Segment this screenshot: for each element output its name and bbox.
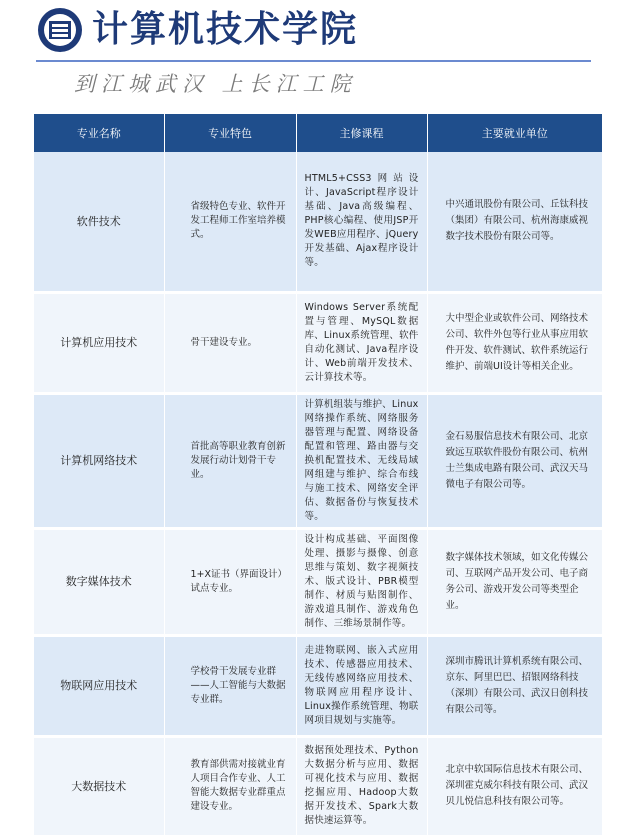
table-row (34, 292, 602, 393)
major-name: 计算机应用技术 (34, 292, 164, 393)
table-row (34, 528, 602, 635)
page-title: 计算机技术学院 (92, 9, 359, 50)
major-courses: HTML5+CSS3网站设计、JavaScript程序设计基础、Java高级编程、PHP核心编程、使用JSP开发WEB应用程序、jQuery开发基础、Ajax程序设计等。 (296, 152, 427, 292)
column-header-employers: 主要就业单位 (427, 114, 602, 152)
major-employers: 中兴通讯股份有限公司、丘钛科技（集团）有限公司、杭州海康威视数字技术股份有限公司等。 (427, 152, 602, 292)
major-courses: 数据预处理技术、Python大数据分析与应用、数据可视化技术与应用、数据挖掘应用、Hadoop大数据开发技术、Spark大数据快速运算等。 (296, 736, 427, 836)
major-courses: Windows Server系统配置与管理、MySQL数据库、Linux系统管理、软件自动化测试、Java程序设计、Web前端开发技术、云计算技术等。 (296, 292, 427, 393)
table-row (34, 152, 602, 292)
major-employers: 深圳市腾讯计算机系统有限公司、京东、阿里巴巴、招银网络科技（深圳）有限公司、武汉日创科技有限公司等。 (427, 635, 602, 736)
header (0, 0, 622, 112)
major-name: 数字媒体技术 (34, 528, 164, 635)
table-header-row (34, 114, 602, 152)
major-name: 软件技术 (34, 152, 164, 292)
logo-glyph: 院 (60, 52, 61, 53)
title-divider (36, 60, 591, 62)
major-feature: 1+X证书（界面设计）试点专业。 (164, 528, 296, 635)
major-courses: 计算机组装与维护、Linux网络操作系统、网络服务器管理与配置、网络设备配置和管理、路由器与交换机配置技术、无线局域网组建与维护、综合布线与施工技术、网络安全评估、数据备份与恢复技术等。 (296, 393, 427, 528)
table-row (34, 635, 602, 736)
major-courses: 走进物联网、嵌入式应用技术、传感器应用技术、无线传感网络应用技术、物联网应用程序设计、Linux操作系统管理、物联网项目规划与实施等。 (296, 635, 427, 736)
major-employers: 金石易服信息技术有限公司、北京致远互联软件股份有限公司、杭州士兰集成电路有限公司、武汉天马微电子有限公司等。 (427, 393, 602, 528)
column-header-feature: 专业特色 (164, 114, 296, 152)
college-logo (36, 6, 84, 54)
major-feature: 骨干建设专业。 (164, 292, 296, 393)
major-courses: 设计构成基础、平面图像处理、摄影与摄像、创意思维与策划、数字视频技术、版式设计、PBR模型制作、材质与贴图制作、游戏道具制作、游戏角色制作、三维场景制作等。 (296, 528, 427, 635)
major-feature: 学校骨干发展专业群——人工智能与大数据专业群。 (164, 635, 296, 736)
column-header-name: 专业名称 (34, 114, 164, 152)
major-feature: 教育部供需对接就业育人项目合作专业、人工智能大数据专业群重点建设专业。 (164, 736, 296, 836)
major-name: 物联网应用技术 (34, 635, 164, 736)
major-name: 计算机网络技术 (34, 393, 164, 528)
major-employers: 北京中软国际信息技术有限公司、深圳霍克威尔科技有限公司、武汉贝儿悦信息科技有限公司等。 (427, 736, 602, 836)
major-name: 大数据技术 (34, 736, 164, 836)
table-row (34, 393, 602, 528)
major-employers: 数字媒体技术领域，如文化传媒公司、互联网产品开发公司、电子商务公司、游戏开发公司等类型企业。 (427, 528, 602, 635)
major-feature: 首批高等职业教育创新发展行动计划骨干专业。 (164, 393, 296, 528)
table-row (34, 736, 602, 836)
major-feature: 省级特色专业、软件开发工程师工作室培养模式。 (164, 152, 296, 292)
column-header-courses: 主修课程 (296, 114, 427, 152)
major-employers: 大中型企业或软件公司、网络技术公司、软件外包等行业从事应用软件开发、软件测试、软件系统运行维护、前端UI设计等相关企业。 (427, 292, 602, 393)
majors-table (34, 114, 602, 838)
slogan: 到江城武汉 上长江工院 (74, 72, 357, 96)
